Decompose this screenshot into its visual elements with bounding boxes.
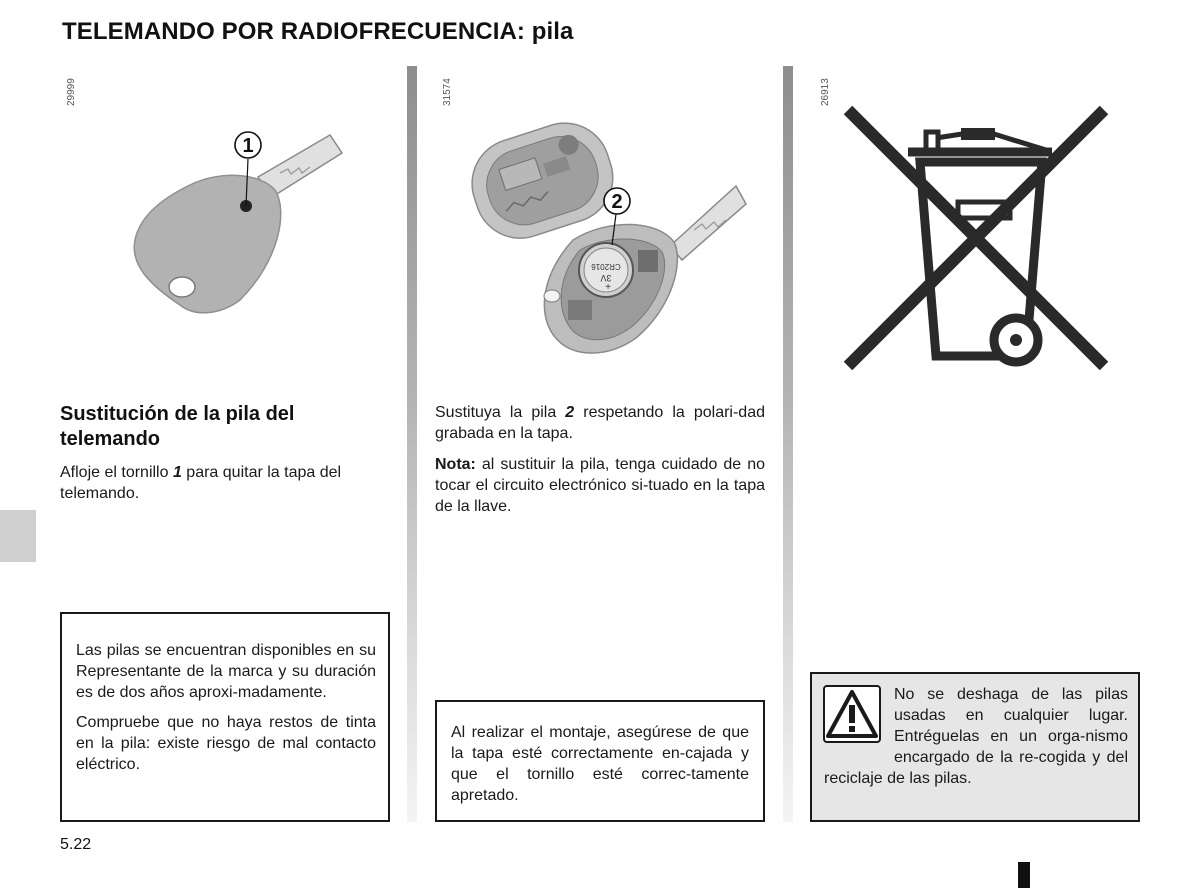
instruction-text-2: Sustituya la pila 2 respetando la polari-dad grabada en la tapa. xyxy=(435,404,765,442)
info-box-availability xyxy=(60,612,390,822)
battery-voltage-label: 3V xyxy=(600,273,612,283)
chapter-side-tab xyxy=(0,510,36,562)
battery-model-label: CR2016 xyxy=(591,262,621,271)
crossed-bin-recycling-figure xyxy=(836,98,1116,378)
warning-text-block xyxy=(824,684,1128,789)
key-figure-screw xyxy=(120,125,360,325)
info-paragraph: Las pilas se encuentran disponibles en su Representante de la marca y su duración es de dos años aproxi-madamente. xyxy=(76,642,376,701)
open-remote-battery-figure xyxy=(458,100,758,362)
instruction-text-1: Afloje el tornillo 1 para quitar la tapa del telemando. xyxy=(60,464,342,502)
section-heading: Sustitución de la pila del telemando xyxy=(60,403,295,450)
page-corner-mark xyxy=(1018,862,1030,888)
page-number: 5.22 xyxy=(60,836,92,853)
column-separator xyxy=(407,66,417,822)
column-separator xyxy=(783,66,793,822)
figure-id: 29999 xyxy=(66,78,77,106)
figure-id: 31574 xyxy=(442,78,453,106)
page-title: TELEMANDO POR RADIOFRECUENCIA: pila xyxy=(62,18,574,45)
battery-polarity-label: + xyxy=(605,282,611,293)
ref-battery-2: 2 xyxy=(565,404,575,421)
callout-1-label: 1 xyxy=(242,135,254,157)
info-paragraph: Compruebe que no haya restos de tinta en la pila: existe riesgo de mal contacto eléctrico. xyxy=(76,714,376,773)
warning-box xyxy=(810,672,1140,822)
warning-text: No se deshaga de las pilas usadas en cualquier lugar. Entréguelas en un orga-nismo encargado de la re-cogida y del reciclaje de las pilas. xyxy=(824,686,1128,787)
figure-id: 26913 xyxy=(820,78,831,106)
ref-screw-1: 1 xyxy=(172,464,182,481)
note-label: Nota: xyxy=(435,456,476,473)
info-box-assembly: Al realizar el montaje, asegúrese de que la tapa esté correctamente en-cajada y que el tornillo esté correc-tamente apretado. xyxy=(435,700,765,822)
callout-2-label: 2 xyxy=(611,191,623,213)
note-text: Nota: al sustituir la pila, tenga cuidado de no tocar el circuito electrónico si-tuado en la tapa de la llave. xyxy=(435,456,765,515)
